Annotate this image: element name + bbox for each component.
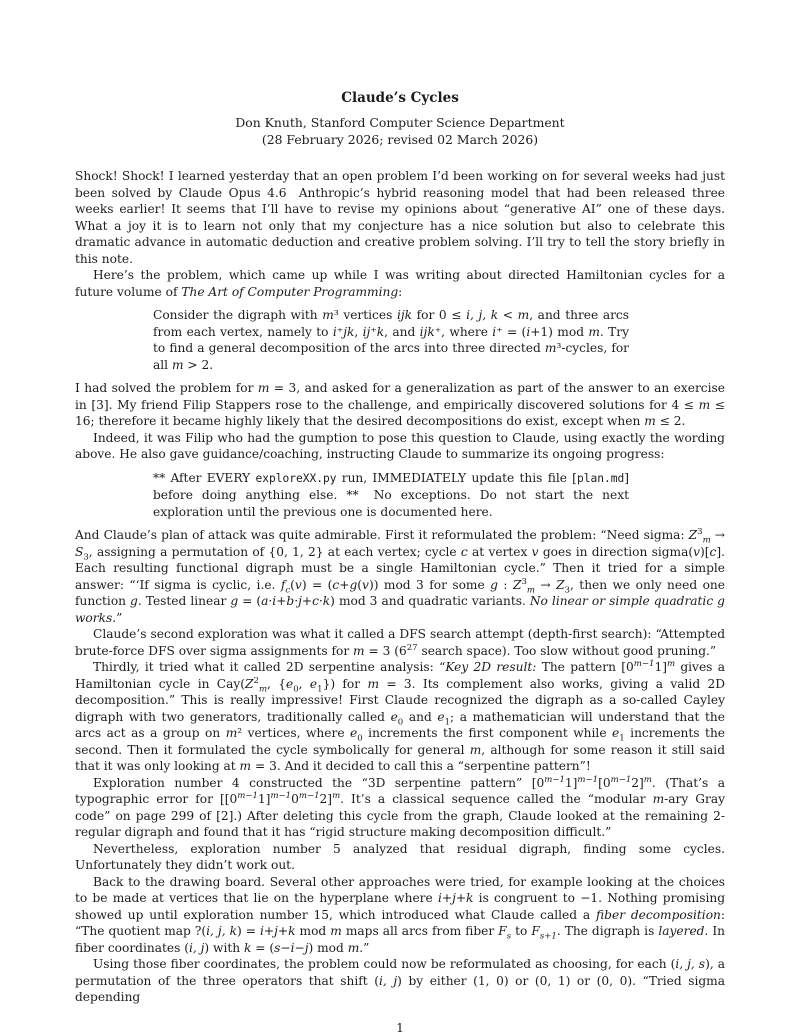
text-segment: m <box>644 414 656 428</box>
text-segment: , although for some reason it still said that it was only looking at <box>75 742 725 773</box>
text-segment: m−1 <box>610 774 632 785</box>
text-segment: v <box>294 577 302 592</box>
text-segment: , <box>354 324 363 339</box>
paragraph <box>75 775 725 841</box>
text-segment: m−1 <box>237 790 258 801</box>
text-segment: 3 <box>83 551 89 562</box>
text-segment: ; a mathematician will understand that the arcs act as a group on <box>75 709 725 740</box>
text-segment: . (That’s a typographic error for [[0 <box>75 775 725 806</box>
text-segment: m <box>544 341 557 355</box>
paragraph <box>75 267 725 300</box>
text-segment: -ary Gray code” on page 299 of [2].) After deleting this cycle from the graph, Claude looked at the remaining 2-regular digraph and found that it has “rigid structure making decomposition difficult.” <box>75 792 725 839</box>
text-segment: 3 <box>697 526 703 537</box>
text-segment: ** After EVERY <box>153 470 256 485</box>
text-segment: v <box>362 577 369 592</box>
text-segment: . It’s a classical sequence called the “modular <box>340 792 653 806</box>
text-segment: goes in direction sigma( <box>538 544 694 559</box>
text-segment: ³ vertices <box>333 308 397 322</box>
text-segment: increments the first component while <box>362 726 613 740</box>
text-segment: m−1 <box>298 790 320 801</box>
text-segment: = 3, and asked for a generalization as part of the answer to an exercise in [3]. My friend Filip Stappers rose to the challenge, and empirically discovered solutions for 4 ≤ <box>75 381 725 412</box>
text-segment: i <box>526 324 531 339</box>
text-segment: = 3. And it decided to call this a “serpentine pattern”! <box>251 759 591 773</box>
text-segment: = ( <box>238 594 262 608</box>
text-segment: 0 <box>291 792 299 806</box>
text-segment: Consider the digraph with <box>153 308 323 322</box>
text-segment: at vertex <box>467 544 532 559</box>
text-segment: , and three arcs from each vertex, namely to <box>153 308 629 339</box>
text-segment: m <box>353 643 365 658</box>
text-segment: Z <box>556 577 565 592</box>
text-segment: e <box>390 709 398 724</box>
text-segment: a·i+b·j+c·k <box>261 594 331 608</box>
text-segment: = 3 (6 <box>364 643 407 658</box>
author-line: Don Knuth, Stanford Computer Science Department <box>235 115 565 130</box>
text-segment: s+1 <box>539 931 557 942</box>
page-number: 1 <box>396 1020 404 1035</box>
text-segment: : <box>398 284 403 299</box>
text-segment: i <box>492 324 497 339</box>
text-segment: ] before doing anything else. ** No exceptions. Do not start the next exploration until the previous one is documented here. <box>153 470 629 519</box>
text-segment: ij <box>362 324 371 339</box>
text-segment: Here’s the problem, which came up while I was writing about directed Hamiltonian cycles for a future volume of <box>75 268 725 299</box>
text-segment: Indeed, it was Filip who had the gumption to pose this question to Claude, using exactly the wording above. He also gave guidance/coaching, instructing Claude to summarize its ongoing progress: <box>75 430 725 461</box>
text-segment: 2] <box>319 792 333 806</box>
text-segment: s−i−j <box>274 940 309 955</box>
text-segment: = 3. Its complement also works, giving a valid 2D decomposition.” This is really impressive! First Claude recognized the digraph as a so-called Cayley digraph with two generators, traditionally called <box>75 676 726 724</box>
text-segment: ) = ( <box>301 577 333 592</box>
text-segment: ≤ 2. <box>655 414 686 428</box>
text-segment: 0 <box>293 683 299 694</box>
text-segment: f <box>280 577 286 592</box>
text-segment: Using those fiber coordinates, the problem could now be reformulated as choosing, for each ( <box>93 957 676 971</box>
text-segment: m <box>652 792 665 806</box>
text-segment: gives a Hamiltonian cycle in Cay( <box>75 660 725 691</box>
text-segment: )[ <box>700 544 710 559</box>
text-segment: 0 <box>357 733 363 744</box>
text-segment: i <box>332 324 337 339</box>
text-segment: m <box>347 940 360 955</box>
text-segment: ), a permutation of the three operators that shift ( <box>75 957 725 988</box>
text-segment: g <box>349 577 358 592</box>
paragraph <box>75 956 725 1006</box>
text-segment: m <box>330 924 342 938</box>
text-segment: m <box>588 324 600 339</box>
text-segment: for 0 ≤ <box>412 308 467 322</box>
paragraph <box>75 626 725 659</box>
text-segment: . The digraph is <box>556 924 659 938</box>
text-segment: and <box>403 709 438 724</box>
text-segment: 1 <box>444 716 451 727</box>
text-segment: maps all arcs from fiber <box>341 924 499 938</box>
text-segment: e <box>437 709 445 724</box>
document-body <box>75 168 725 1006</box>
date-line: (28 February 2026; revised 02 March 2026) <box>261 132 539 147</box>
text-segment: ⁺, where <box>434 324 493 339</box>
text-segment: ) by either (1, 0) or (0, 1) or (0, 0). “Tried sigma depending <box>75 973 725 1004</box>
text-segment: Nevertheless, exploration number 5 analyzed that residual digraph, finding some cycles. Unfortunately they didn’t work out. <box>75 841 725 872</box>
text-segment: k <box>376 324 385 339</box>
text-segment: m <box>239 759 252 773</box>
text-segment: And Claude’s plan of attack was quite admirable. First it reformulated the problem: “Need sigma: <box>75 528 689 542</box>
text-segment: e <box>309 676 318 691</box>
text-segment: i+j+k <box>260 924 296 938</box>
text-segment: search space). Too slow without good pruning.” <box>417 643 717 658</box>
text-segment: 27 <box>406 642 418 653</box>
paragraph <box>75 874 725 957</box>
text-segment: fiber decomposition <box>596 907 721 922</box>
text-segment: g <box>230 594 239 608</box>
text-segment: Z <box>245 676 254 691</box>
text-segment: 1] <box>564 775 578 790</box>
text-segment: m <box>332 790 341 801</box>
text-segment: ⁺ <box>370 324 377 339</box>
text-segment: , <box>298 676 310 691</box>
text-segment: exploreXX.py <box>255 471 337 485</box>
text-segment: m <box>526 584 535 595</box>
paragraph <box>75 168 725 267</box>
text-segment: jk <box>343 324 355 339</box>
text-segment: Thirdly, it tried what it called 2D serpentine analysis: “ <box>93 660 446 674</box>
text-segment: increments the second. Then it formulated the cycle symbolically for general <box>75 726 726 757</box>
text-segment: m <box>258 683 268 694</box>
text-segment: k <box>244 940 252 955</box>
text-segment: ( <box>290 577 295 592</box>
text-segment: )) mod 3 for some <box>368 577 491 592</box>
paragraph <box>75 659 725 775</box>
text-segment: , assigning a permutation of {0, 1, 2} at each vertex; cycle <box>88 544 461 559</box>
text-segment: ) mod <box>308 940 348 955</box>
text-segment: g <box>130 594 138 608</box>
text-segment: i, j <box>188 940 205 955</box>
text-segment: m <box>322 308 334 322</box>
text-segment: e <box>612 726 620 740</box>
text-segment: ² vertices, where <box>237 726 351 740</box>
text-segment: S <box>75 544 84 559</box>
paragraph <box>75 430 725 463</box>
text-segment: ³-cycles, for all <box>153 341 630 372</box>
text-segment: i+j+k <box>437 891 474 905</box>
text-segment: Key 2D result: <box>445 660 537 674</box>
text-segment: m <box>469 742 482 757</box>
text-segment: , and <box>384 324 420 339</box>
text-segment: 3 <box>564 584 570 595</box>
text-segment: Back to the drawing board. Several other approaches were tried, for example looking at the choices to be made at vertices that lie on the hyperplane where <box>75 874 725 905</box>
text-segment: e <box>286 676 294 691</box>
text-segment: m−1 <box>544 774 565 785</box>
text-segment: m <box>257 381 270 395</box>
text-segment: 1 <box>619 733 625 744</box>
paragraph <box>75 527 725 626</box>
text-segment: ⁺ <box>336 324 344 339</box>
text-segment: i, j <box>379 973 398 988</box>
text-segment: c <box>285 584 291 595</box>
text-segment: , then we only need one function <box>75 577 725 608</box>
text-segment: m <box>643 774 652 785</box>
text-segment: m−1 <box>270 790 292 801</box>
text-segment: ijk <box>396 308 413 322</box>
text-segment: = ( <box>251 940 275 955</box>
text-segment: ≤ 16; therefore it became highly likely that the desired decompositions do exist, except when <box>75 397 726 428</box>
text-segment: The Art of Computer Programming <box>181 284 399 299</box>
text-segment: > 2. <box>183 357 214 372</box>
text-segment: ) = <box>237 924 261 938</box>
text-segment: : <box>497 577 513 592</box>
text-segment: c <box>332 577 340 592</box>
text-segment: i, j, s <box>675 957 706 971</box>
text-segment: . In fiber coordinates ( <box>75 924 726 955</box>
text-segment: Shock! Shock! I learned yesterday that an open problem I’d been working on for several weeks had just been solved by Claude Opus 4.6 Anthropic’s hybrid reasoning model that had been released three weeks earlier! It seems that I’ll have to revise my opinions about “generative AI” one of these days. What a joy it is to learn not only that my conjecture has a nice solution but also to celebrate this dramatic advance in automatic deduction and creative problem solving. I’ll try to tell the story briefly in this note. <box>75 169 725 266</box>
text-segment: m−1 <box>633 658 655 669</box>
text-segment: 3 <box>521 576 527 587</box>
page-title: Claude’s Cycles <box>341 90 459 106</box>
text-segment: 1] <box>257 792 271 806</box>
text-segment: 2 <box>253 675 259 686</box>
text-segment: No linear or simple quadratic g works. <box>75 594 725 625</box>
text-segment: , { <box>267 676 287 691</box>
text-segment: → <box>534 577 557 592</box>
text-segment: layered <box>658 924 705 938</box>
text-segment: < <box>498 308 518 322</box>
text-segment: I had solved the problem for <box>75 381 258 395</box>
text-segment: e <box>350 726 358 740</box>
text-segment: F <box>498 924 507 938</box>
text-segment: 2] <box>631 775 644 790</box>
text-segment: m <box>367 676 380 691</box>
text-segment: to <box>511 924 532 938</box>
text-segment: v <box>531 544 539 559</box>
text-segment: 1 <box>317 683 323 694</box>
paragraph <box>75 380 725 430</box>
text-segment: ⁺ = ( <box>496 324 527 339</box>
text-segment: + <box>339 577 350 592</box>
text-segment: mod <box>295 924 331 938</box>
text-segment: m−1 <box>577 774 599 785</box>
text-segment: 1] <box>654 660 667 674</box>
text-segment: g <box>490 577 498 592</box>
text-segment: F <box>531 924 540 938</box>
text-segment: m <box>171 357 184 372</box>
text-segment: +1) mod <box>530 324 589 339</box>
text-segment: : “The quotient map ?( <box>75 907 725 938</box>
text-segment: s <box>506 931 512 942</box>
text-segment: v <box>693 544 701 559</box>
text-segment: c <box>709 544 717 559</box>
text-segment: ) mod 3 and quadratic variants. <box>330 594 530 608</box>
text-segment: [0 <box>598 775 611 790</box>
text-segment: ) with <box>204 940 245 955</box>
text-segment: plan.md <box>576 471 625 485</box>
text-segment: m <box>698 397 711 412</box>
text-segment: m <box>225 726 238 740</box>
block-quote <box>153 470 629 521</box>
text-segment: ijk <box>419 324 435 339</box>
document-header <box>75 90 725 147</box>
text-segment: ]. Each resulting functional digraph must be a single Hamiltonian cycle.” Then it tried for a simple answer: “‘If sigma is cyclic, i.e. <box>75 544 725 592</box>
text-segment: m <box>666 658 676 669</box>
text-segment: Z <box>512 577 522 592</box>
text-segment: m <box>702 535 711 546</box>
block-quote <box>153 307 629 373</box>
text-segment: The pattern [0 <box>536 660 634 674</box>
text-segment: i, j, k <box>206 924 237 938</box>
text-segment: 0 <box>397 716 404 727</box>
text-segment: ” <box>116 610 123 625</box>
text-segment: c <box>460 544 468 559</box>
paragraph <box>75 841 725 874</box>
text-segment: run, IMMEDIATELY update this file [ <box>336 470 577 485</box>
text-segment: Z <box>688 528 698 542</box>
text-segment: m <box>517 308 530 322</box>
text-segment: . Try to find a general decomposition of the arcs into three directed <box>153 324 629 355</box>
text-segment: Exploration number 4 constructed the “3D serpentine pattern” [0 <box>93 775 545 790</box>
text-segment: ( <box>357 577 363 592</box>
text-segment: .” <box>359 940 370 955</box>
text-segment: i, j, k <box>466 308 499 322</box>
text-segment: is congruent to −1. Nothing promising showed up until exploration number 15, which introduced what Claude called a <box>75 891 726 922</box>
text-segment: → <box>710 528 725 542</box>
text-segment: Claude’s second exploration was what it called a DFS search attempt (depth-first search): “Attempted brute-force DFS over sigma assignments for <box>75 627 725 658</box>
text-segment: }) for <box>322 676 368 691</box>
text-segment: . Tested linear <box>137 594 231 608</box>
